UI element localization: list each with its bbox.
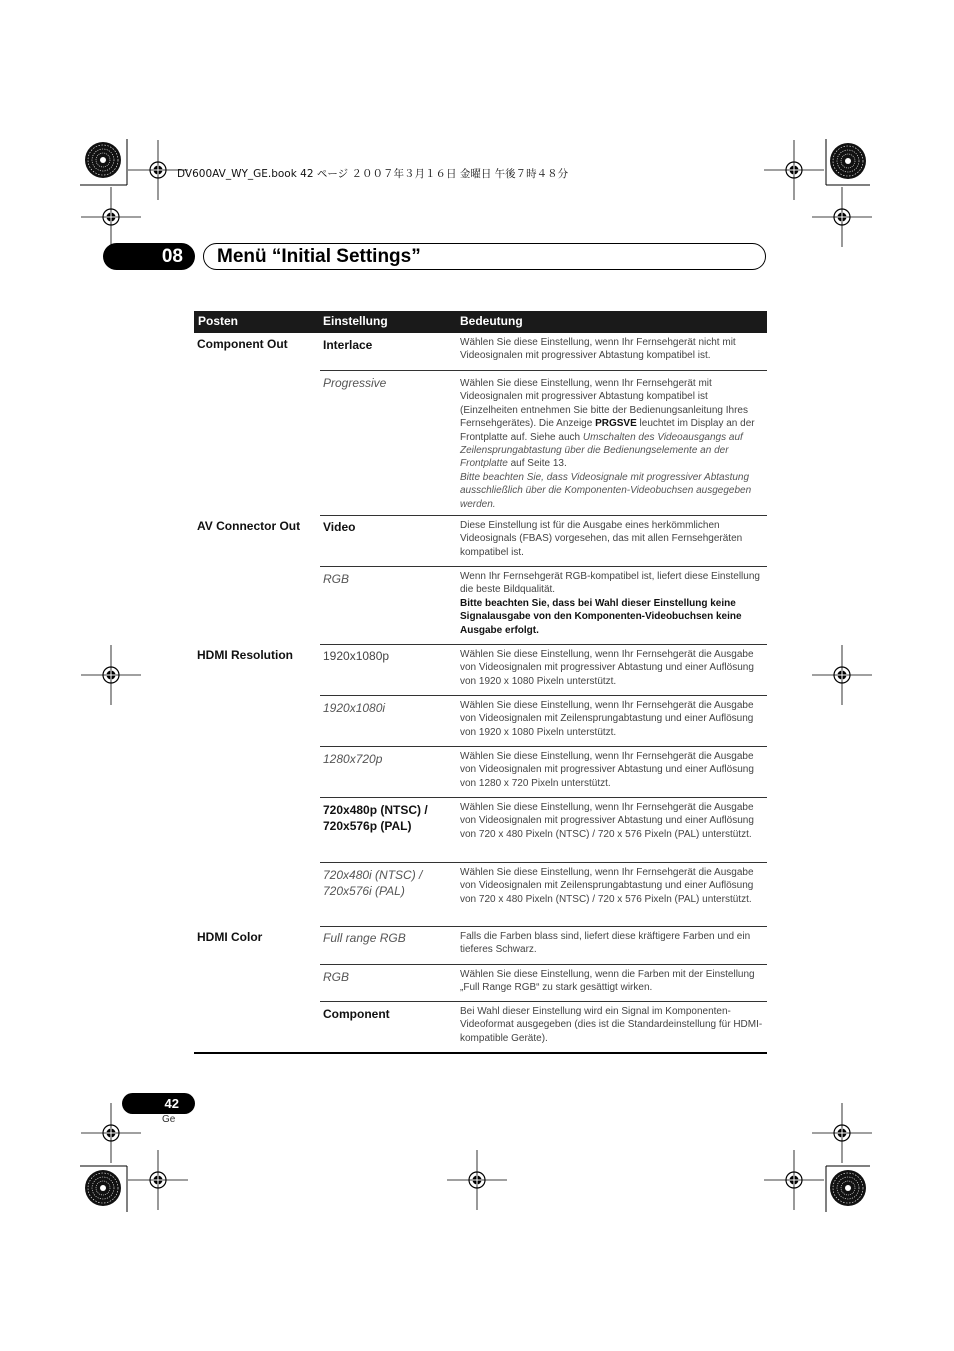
setting-value: Component xyxy=(323,1007,390,1021)
item-label: AV Connector Out xyxy=(197,519,301,533)
group-av-connector-out xyxy=(194,516,767,645)
language-code: Ge xyxy=(162,1114,176,1125)
column-header-bedeutung: Bedeutung xyxy=(460,314,523,328)
setting-value: RGB xyxy=(323,572,350,586)
column-header-posten: Posten xyxy=(198,314,239,328)
table-row xyxy=(320,863,767,927)
table-header xyxy=(194,311,767,333)
description-text: Wählen Sie diese Einstellung, wenn Ihr Fernsehgerät mit Videosignalen mit progressiver Abtastung kompatibel ist (Einzelheiten entnehmen Sie bitte der Bedienungsanleitung Ihres Fernsehgerätes). Die Anzeige xyxy=(460,378,748,430)
setting-description: Wählen Sie diese Einstellung, wenn Ihr Fernsehgerät die Ausgabe von Videosignalen mit progressiver Abtastung und einer Auflösung von 720 x 480 Pixeln (NTSC) / 720 x 576 Pixeln (PAL) unterstützt. xyxy=(460,802,754,840)
table-row xyxy=(320,696,767,747)
setting-value: 1920x1080p xyxy=(323,649,390,663)
book-info-line: DV600AV_WY_GE.book 42 ページ ２００７年３月１６日 金曜日 午後７時４８分 xyxy=(177,168,569,180)
table-row xyxy=(320,747,767,798)
group-component-out xyxy=(194,333,767,516)
description-text: leuchtet im Display an der Frontplatte auf. Siehe auch xyxy=(460,418,755,443)
description-text: auf Seite 13. xyxy=(507,458,567,470)
setting-description: Falls die Farben blass sind, liefert diese kräftigere Farben und ein tieferes Schwarz. xyxy=(460,931,751,956)
setting-description: Wählen Sie diese Einstellung, wenn Ihr Fernsehgerät nicht mit Videosignalen mit progressiver Abtastung kompatibel ist. xyxy=(460,337,736,362)
setting-value: Progressive xyxy=(323,376,387,390)
setting-value: Video xyxy=(323,520,356,534)
setting-description: Wählen Sie diese Einstellung, wenn Ihr Fernsehgerät die Ausgabe von Videosignalen mit Zeilensprungabtastung und einer Auflösung von 1920 x 1080 Pixeln unterstützt. xyxy=(460,700,754,738)
setting-value: 1920x1080i xyxy=(323,701,386,715)
description-note: Bitte beachten Sie, dass Videosignale mit progressiver Abtastung ausschließlich über die Komponenten-Videobuchsen ausgegeben werden. xyxy=(460,471,752,510)
page-number: 42 xyxy=(122,1093,195,1114)
setting-value: 720x480p (NTSC) / 720x576p (PAL) xyxy=(323,803,428,833)
table-row xyxy=(320,567,767,645)
item-label: HDMI Resolution xyxy=(197,648,293,662)
chapter-title-box xyxy=(203,243,766,270)
setting-description: Wählen Sie diese Einstellung, wenn Ihr Fernsehgerät die Ausgabe von Videosignalen mit progressiver Abtastung und einer Auflösung von 1280 x 720 Pixeln unterstützt. xyxy=(460,751,754,789)
setting-value: 720x480i (NTSC) / 720x576i (PAL) xyxy=(323,868,423,898)
setting-description xyxy=(460,567,767,643)
group-hdmi-resolution xyxy=(194,645,767,927)
setting-description: Bei Wahl dieser Einstellung wird ein Signal im Komponenten-Videoformat ausgegeben (dies ist die Standardeinstellung für HDMI-kompatible Geräte). xyxy=(460,1006,763,1044)
table-bottom-rule xyxy=(194,1052,767,1054)
table-row xyxy=(320,371,767,516)
description-warning: Bitte beachten Sie, dass bei Wahl dieser Einstellung keine Signalausgabe von den Komponenten-Videobuchsen keine Ausgabe erfolgt. xyxy=(460,597,742,636)
column-header-einstellung: Einstellung xyxy=(323,314,388,328)
table-row xyxy=(320,516,767,567)
setting-description: Wählen Sie diese Einstellung, wenn Ihr Fernsehgerät die Ausgabe von Videosignalen mit Zeilensprungabtastung und einer Auflösung von 720 x 480 Pixeln (NTSC) / 720 x 576 Pixeln (PAL) unterstützt. xyxy=(460,867,754,905)
table-row xyxy=(320,1002,767,1052)
item-label: Component Out xyxy=(197,337,288,351)
table-row xyxy=(320,333,767,371)
setting-value: Full range RGB xyxy=(323,931,406,945)
setting-description: Wählen Sie diese Einstellung, wenn die Farben mit der Einstellung „Full Range RGB“ zu stark gesättigt wirken. xyxy=(460,969,755,994)
table-row xyxy=(320,927,767,965)
table-row xyxy=(320,965,767,1002)
description-text: Wenn Ihr Fernsehgerät RGB-kompatibel ist, liefert diese Einstellung die beste Bildqualität. xyxy=(460,571,760,596)
table-row xyxy=(320,645,767,696)
group-hdmi-color xyxy=(194,927,767,1052)
setting-value: 1280x720p xyxy=(323,752,383,766)
table-row xyxy=(320,798,767,863)
setting-value: Interlace xyxy=(323,338,373,352)
setting-description: Diese Einstellung ist für die Ausgabe eines herkömmlichen Videosignals (FBAS) vorgesehen, das mit allen Fernsehgeräten kompatibel ist. xyxy=(460,520,743,558)
chapter-number: 08 xyxy=(103,243,195,270)
item-label: HDMI Color xyxy=(197,930,263,944)
setting-description: Wählen Sie diese Einstellung, wenn Ihr Fernsehgerät die Ausgabe von Videosignalen mit progressiver Abtastung und einer Auflösung von 1920 x 1080 Pixeln unterstützt. xyxy=(460,649,754,687)
cross-reference: Umschalten des Videoausgangs auf Zeilensprungabtastung über die Bedienungselemente an der Frontplatte xyxy=(460,431,743,470)
settings-table xyxy=(194,311,767,1054)
setting-value: RGB xyxy=(323,970,350,984)
chapter-title: Menü “Initial Settings” xyxy=(217,246,421,267)
setting-description xyxy=(460,371,767,517)
indicator-name: PRGSVE xyxy=(595,418,637,430)
